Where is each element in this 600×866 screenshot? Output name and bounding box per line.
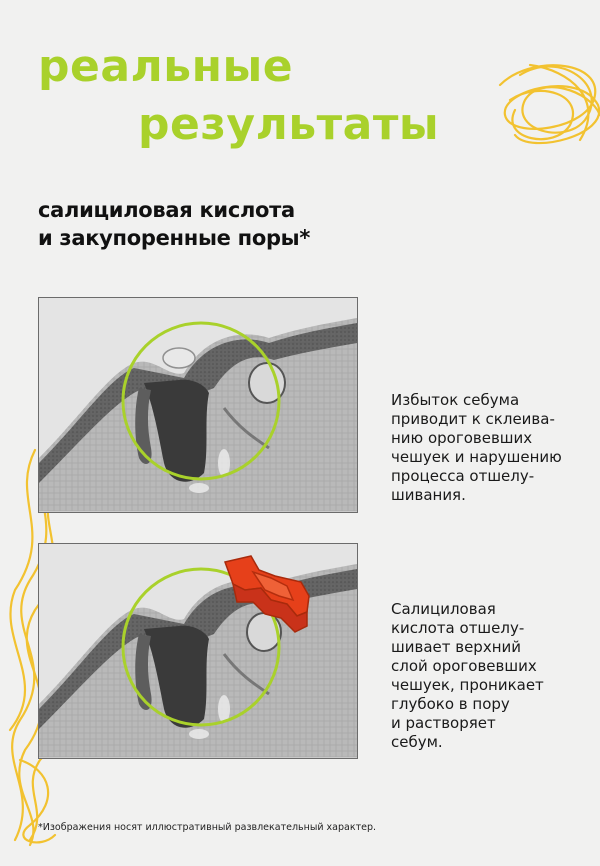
caption-1-line: шивания. <box>391 486 466 504</box>
subtitle-line-2: и закупоренные поры* <box>38 226 311 250</box>
caption-2 <box>391 600 591 752</box>
caption-2-line: и растворяет <box>391 714 496 732</box>
headline-line-2: результаты <box>138 99 440 150</box>
subtitle-line-1: салициловая кислота <box>38 198 295 222</box>
caption-1 <box>391 391 591 505</box>
subtitle <box>38 196 310 252</box>
caption-1-line: процесса отшелу- <box>391 467 535 485</box>
caption-1-line: нию ороговевших <box>391 429 533 447</box>
skin-cross-section-image-1 <box>38 297 358 513</box>
caption-2-line: шивает верхний <box>391 638 522 656</box>
caption-1-line: Избыток себума <box>391 391 520 409</box>
yellow-scribble-top-right <box>470 45 600 165</box>
headline <box>38 38 439 154</box>
caption-2-line: себум. <box>391 733 443 751</box>
footnote: *Изображения носят иллюстративный развлекательный характер. <box>38 822 377 833</box>
caption-2-line: чешуек, проникает <box>391 676 544 694</box>
caption-2-line: глубоко в пору <box>391 695 510 713</box>
caption-1-line: приводит к склеива- <box>391 410 555 428</box>
caption-2-line: Салициловая <box>391 600 496 618</box>
caption-2-line: слой ороговевших <box>391 657 537 675</box>
caption-2-line: кислота отшелу- <box>391 619 525 637</box>
caption-1-line: чешуек и нарушению <box>391 448 562 466</box>
skin-cross-section-image-2 <box>38 543 358 759</box>
headline-line-1: реальные <box>38 41 294 92</box>
